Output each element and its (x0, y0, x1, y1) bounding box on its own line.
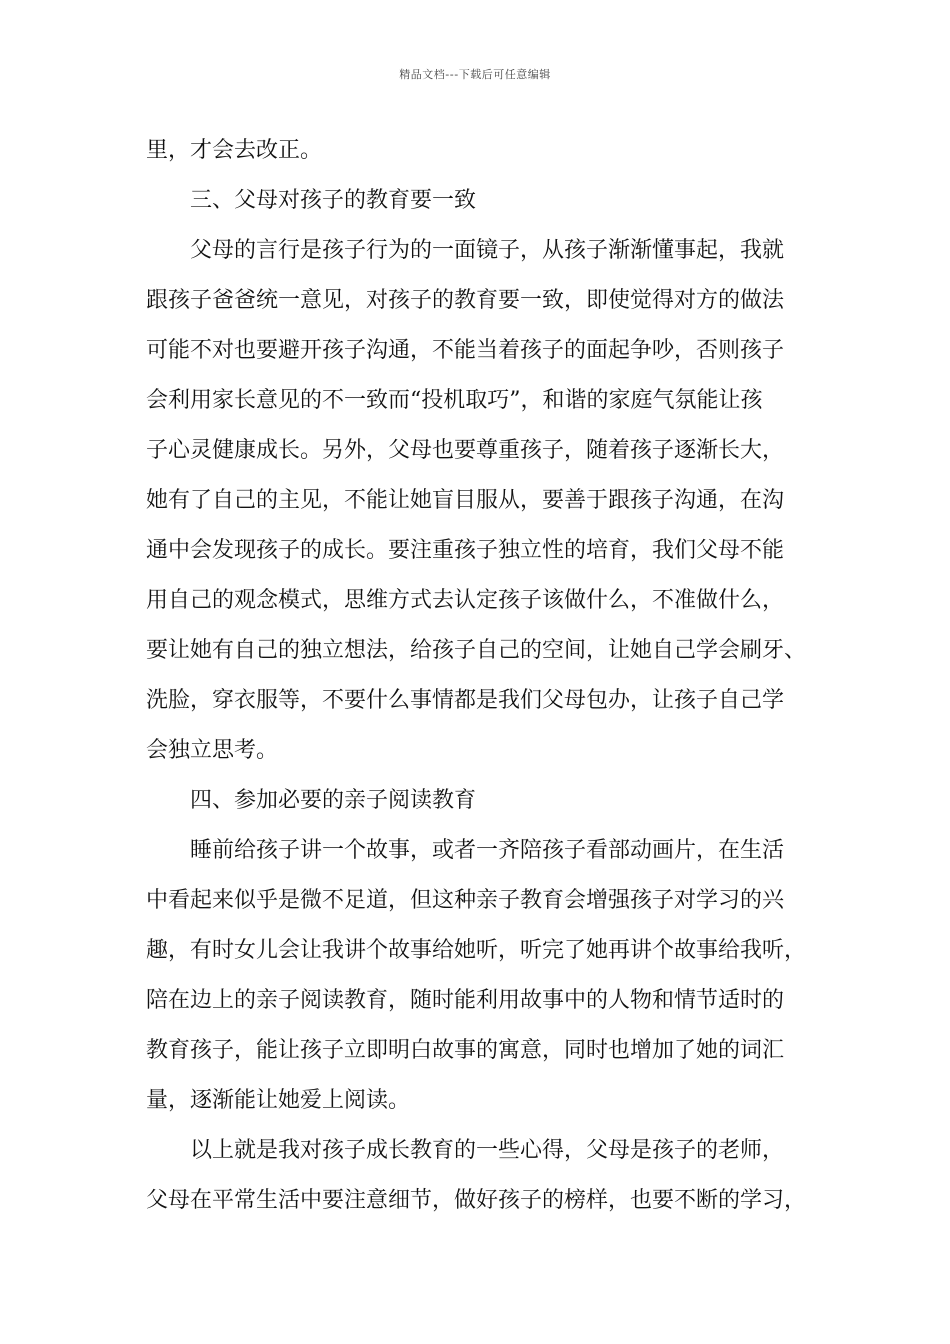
body-line: 通中会发现孩子的成长。要注重孩子独立性的培育，我们父母不能 (146, 538, 785, 563)
body-line: 子心灵健康成长。另外，父母也要尊重孩子，随着孩子逐渐长大， (146, 438, 785, 463)
body-line: 趣，有时女儿会让我讲个故事给她听，听完了她再讲个故事给我听， (146, 938, 807, 963)
body-line: 可能不对也要避开孩子沟通，不能当着孩子的面起争吵，否则孩子 (146, 338, 785, 363)
body-line: 睡前给孩子讲一个故事，或者一齐陪孩子看部动画片，在生活 (190, 838, 785, 863)
body-line: 她有了自己的主见，不能让她盲目服从，要善于跟孩子沟通，在沟 (146, 488, 785, 513)
section-heading: 三、父母对孩子的教育要一致 (190, 188, 477, 213)
body-line: 要让她有自己的独立想法，给孩子自己的空间，让她自己学会刷牙、 (146, 638, 807, 663)
section-heading: 四、参加必要的亲子阅读教育 (190, 788, 477, 813)
body-line: 里，才会去改正。 (146, 138, 323, 163)
body-line: 用自己的观念模式，思维方式去认定孩子该做什么，不准做什么， (146, 588, 785, 613)
body-line: 洗脸，穿衣服等，不要什么事情都是我们父母包办，让孩子自己学 (146, 688, 785, 713)
body-line: 量，逐渐能让她爱上阅读。 (146, 1088, 411, 1113)
body-line: 会利用家长意见的不一致而“投机取巧”，和谐的家庭气氛能让孩 (146, 388, 763, 413)
body-line: 教育孩子，能让孩子立即明白故事的寓意，同时也增加了她的词汇 (146, 1038, 785, 1063)
body-line: 父母在平常生活中要注意细节，做好孩子的榜样，也要不断的学习， (146, 1188, 807, 1213)
body-line: 中看起来似乎是微不足道，但这种亲子教育会增强孩子对学习的兴 (146, 888, 785, 913)
page-header: 精品文档---下载后可任意编辑 (399, 68, 551, 81)
body-line: 会独立思考。 (146, 738, 279, 763)
body-line: 以上就是我对孩子成长教育的一些心得，父母是孩子的老师， (190, 1138, 785, 1163)
body-line: 父母的言行是孩子行为的一面镜子，从孩子渐渐懂事起，我就 (190, 238, 785, 263)
body-line: 陪在边上的亲子阅读教育，随时能利用故事中的人物和情节适时的 (146, 988, 785, 1013)
body-line: 跟孩子爸爸统一意见，对孩子的教育要一致，即使觉得对方的做法 (146, 288, 785, 313)
